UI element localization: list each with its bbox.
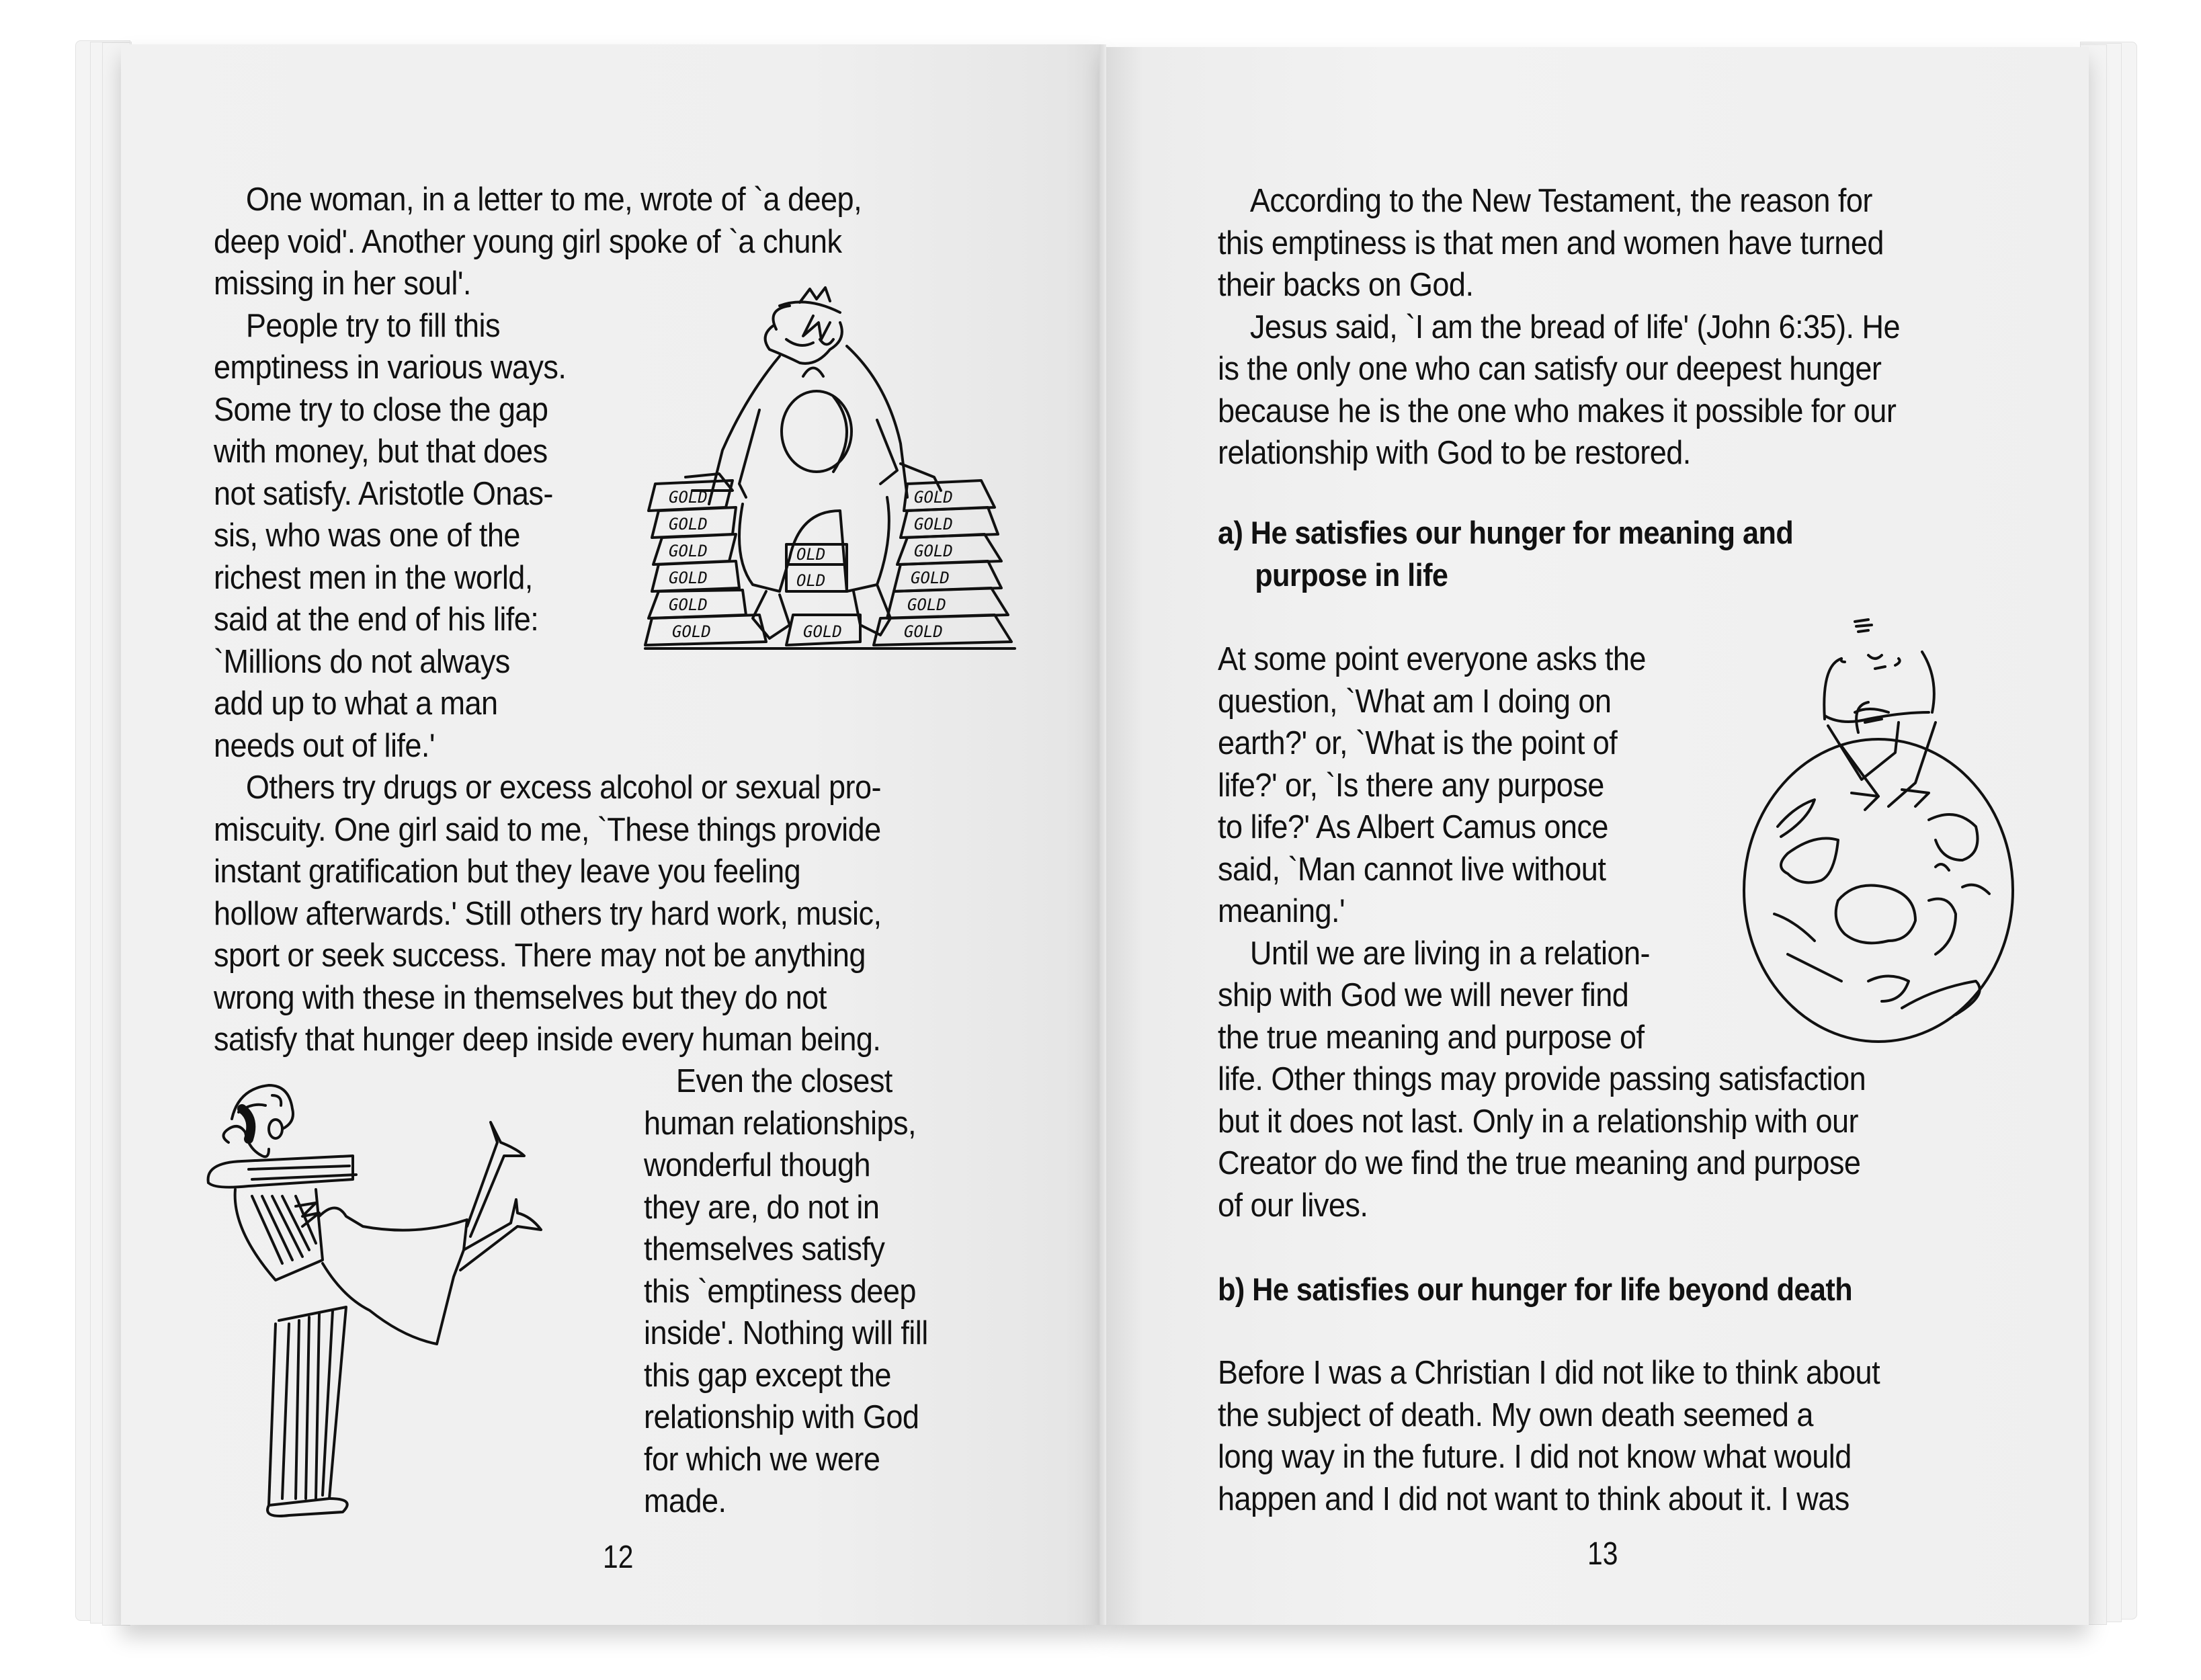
text-line: human relationships, <box>644 1105 916 1142</box>
text-line: they are, do not in <box>644 1189 880 1226</box>
text-line: ship with God we will never find <box>1218 977 1629 1013</box>
text-line: the subject of death. My own death seemed a <box>1218 1396 1813 1433</box>
page-number-left: 12 <box>603 1540 634 1575</box>
heading-b <box>1218 1269 1852 1311</box>
text-line: this gap except the <box>644 1357 891 1394</box>
couple-embracing-illustration <box>202 1082 645 1539</box>
text-line: According to the New Testament, the reason for <box>1249 183 1872 219</box>
text-line: miscuity. One girl said to me, `These things provide <box>214 811 881 848</box>
text-line: Others try drugs or excess alcohol or sexual pro- <box>245 769 881 806</box>
svg-text:GOLD: GOLD <box>914 515 953 534</box>
text-line: said, `Man cannot live without <box>1218 851 1606 888</box>
text-line: life. Other things may provide passing satisfaction <box>1218 1061 1866 1097</box>
svg-text:GOLD: GOLD <box>669 595 708 614</box>
svg-text:GOLD: GOLD <box>669 488 708 507</box>
text-line: People try to fill this <box>245 307 501 344</box>
section-b-text <box>1218 1352 1880 1520</box>
text-line: but it does not last. Only in a relationship with our <box>1218 1103 1859 1140</box>
text-line: this emptiness is that men and women have turned <box>1218 224 1884 261</box>
text-line: deep void'. Another young girl spoke of `a chunk <box>214 223 842 260</box>
svg-text:GOLD: GOLD <box>904 622 943 641</box>
svg-text:GOLD: GOLD <box>669 515 708 534</box>
text-line: instant gratification but they leave you feeling <box>214 853 801 890</box>
text-line: Even the closest <box>675 1063 892 1099</box>
text-line: satisfy that hunger deep inside every human being. <box>214 1021 881 1058</box>
person-on-globe-illustration <box>1734 605 2030 1048</box>
text-line: earth?' or, `What is the point of <box>1218 725 1618 761</box>
svg-text:GOLD: GOLD <box>803 622 842 641</box>
text-line: One woman, in a letter to me, wrote of `a deep, <box>245 181 862 218</box>
text-line: relationship with God to be restored. <box>1218 435 1691 471</box>
heading-b-line: b) He satisfies our hunger for life beyond death <box>1218 1271 1853 1307</box>
text-line: add up to what a man <box>214 685 498 722</box>
text-line: Before I was a Christian I did not like to think about <box>1218 1355 1880 1391</box>
text-line: said at the end of his life: <box>214 601 539 638</box>
text-line: Until we are living in a relation- <box>1249 935 1650 972</box>
book-spine-crease <box>1099 44 1106 1625</box>
svg-text:GOLD: GOLD <box>914 542 953 560</box>
text-line: is the only one who can satisfy our deepest hunger <box>1218 351 1882 387</box>
svg-text:GOLD: GOLD <box>914 488 953 507</box>
svg-text:GOLD: GOLD <box>907 595 946 614</box>
text-line: meaning.' <box>1218 893 1345 929</box>
text-line: happen and I did not want to think about it. I was <box>1218 1480 1850 1517</box>
text-line: Some try to close the gap <box>214 391 548 428</box>
text-line: for which we were <box>644 1441 880 1478</box>
text-line: sis, who was one of the <box>214 517 520 554</box>
heading-a <box>1218 512 1793 596</box>
text-line: missing in her soul'. <box>214 265 471 302</box>
svg-text:OLD: OLD <box>796 571 826 590</box>
text-line: Creator do we find the true meaning and purpose <box>1218 1145 1861 1181</box>
text-line: because he is the one who makes it possible for our <box>1218 392 1897 429</box>
text-line: question, `What am I doing on <box>1218 683 1612 720</box>
heading-a-line-2: purpose in life <box>1255 556 1448 593</box>
text-line: sport or seek success. There may not be anything <box>214 937 866 974</box>
text-line: not satisfy. Aristotle Onas- <box>214 475 553 512</box>
text-line: with money, but that does <box>214 433 548 470</box>
man-on-gold-bars-illustration <box>645 276 1022 672</box>
text-line: made. <box>644 1483 726 1519</box>
text-line: life?' or, `Is there any purpose <box>1218 767 1604 804</box>
text-line: needs out of life.' <box>214 727 435 764</box>
text-line: long way in the future. I did not know what would <box>1218 1439 1852 1475</box>
text-line: this `emptiness deep <box>644 1273 916 1310</box>
text-line: hollow afterwards.' Still others try hard work, music, <box>214 895 882 932</box>
text-line: inside'. Nothing will fill <box>644 1315 928 1351</box>
text-line: richest men in the world, <box>214 559 533 596</box>
text-line: `Millions do not always <box>214 643 510 680</box>
heading-a-line-1: a) He satisfies our hunger for meaning and <box>1218 515 1794 550</box>
svg-text:GOLD: GOLD <box>672 622 711 641</box>
text-line: emptiness in various ways. <box>214 349 567 386</box>
right-intro-text <box>1218 180 1900 474</box>
text-line: At some point everyone asks the <box>1218 641 1646 677</box>
page-number-right: 13 <box>1587 1536 1618 1572</box>
text-line: to life?' As Albert Camus once <box>1218 809 1608 845</box>
text-line: of our lives. <box>1218 1187 1368 1224</box>
text-line: their backs on God. <box>1218 267 1474 303</box>
svg-text:GOLD: GOLD <box>669 542 708 560</box>
svg-text:GOLD: GOLD <box>669 569 708 587</box>
text-line: wrong with these in themselves but they do not <box>214 979 827 1016</box>
text-line: Jesus said, `I am the bread of life' (John 6:35). He <box>1249 308 1901 345</box>
text-line: the true meaning and purpose of <box>1218 1019 1645 1056</box>
text-line: themselves satisfy <box>644 1231 885 1267</box>
svg-text:OLD: OLD <box>796 545 826 564</box>
text-line: wonderful though <box>644 1147 871 1183</box>
left-paragraph-relationships <box>644 1060 928 1523</box>
svg-text:GOLD: GOLD <box>911 569 950 587</box>
text-line: relationship with God <box>644 1399 919 1435</box>
